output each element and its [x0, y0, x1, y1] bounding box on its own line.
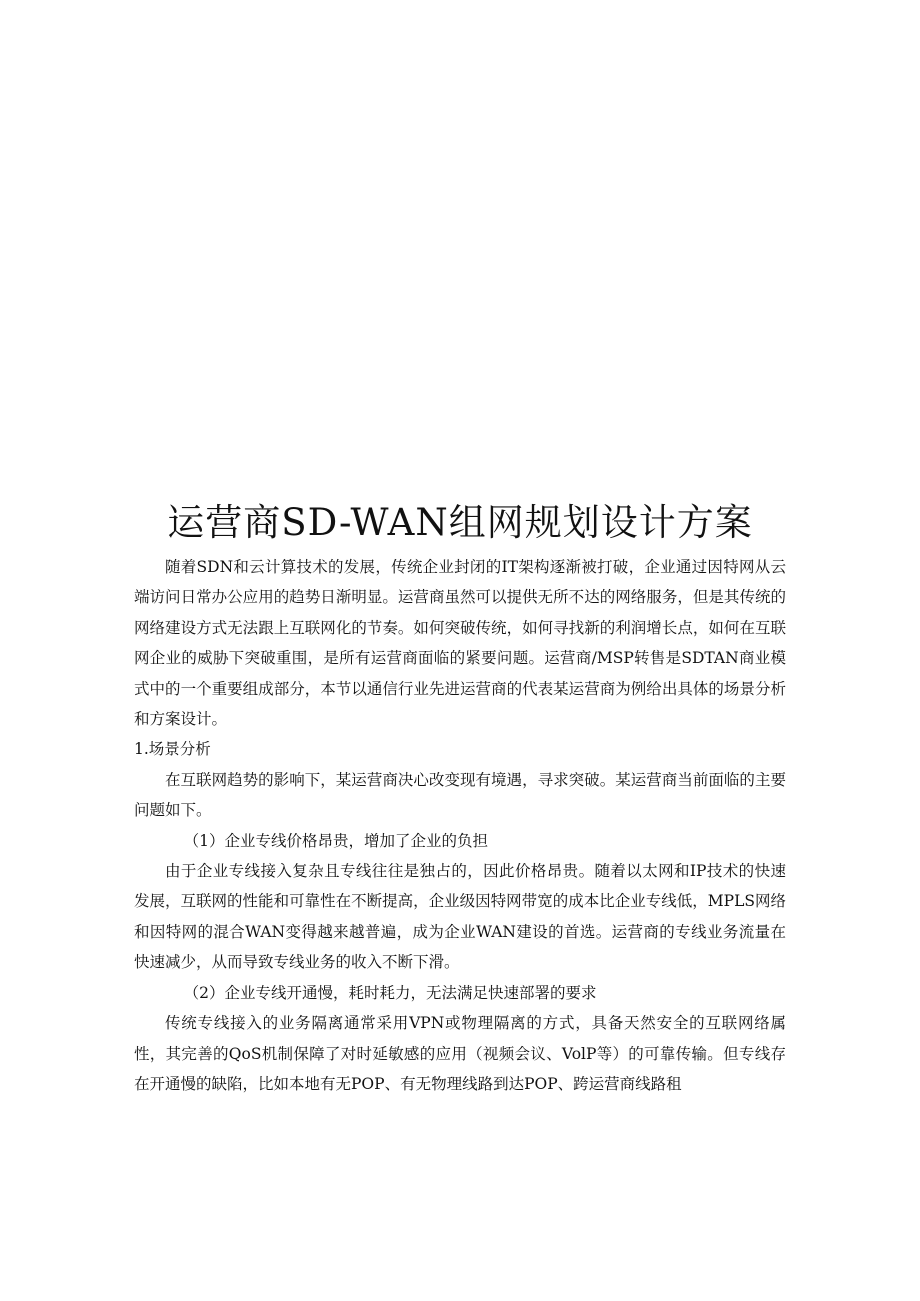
- document-body: [134, 552, 786, 1099]
- paragraph-intro: 随着SDN和云计算技术的发展，传统企业封闭的IT架构逐渐被打破，企业通过因特网从云端访问日常办公应用的趋势日渐明显。运营商虽然可以提供无所不达的网络服务，但是其传统的网络建设方式无法跟上互联网化的节奏。如何突破传统，如何寻找新的利润增长点，如何在互联网企业的威胁下突破重围，是所有运营商面临的紧要问题。运营商/MSP转售是SDTAN商业模式中的一个重要组成部分，本节以通信行业先进运营商的代表某运营商为例给出具体的场景分析和方案设计。: [134, 558, 786, 729]
- paragraph-scenario-overview: 在互联网趋势的影响下，某运营商决心改变现有境遇，寻求突破。某运营商当前面临的主要问题如下。: [134, 770, 786, 820]
- document-title: 运营商SD-WAN组网规划设计方案: [167, 501, 753, 544]
- paragraph-issue-1: 由于企业专线接入复杂且专线往往是独占的，因此价格昂贵。随着以太网和IP技术的快速发展，互联网的性能和可靠性在不断提高，企业级因特网带宽的成本比企业专线低，MPLS网络和因特网的混合WAN变得越来越普遍，成为企业WAN建设的首选。运营商的专线业务流量在快速减少，从而导致专线业务的收入不断下滑。: [134, 862, 786, 972]
- paragraph-issue-2: 传统专线接入的业务隔离通常采用VPN或物理隔离的方式，具备天然安全的互联网络属性，其完善的QoS机制保障了对时延敏感的应用（视频会议、VolP等）的可靠传输。但专线存在开通慢的缺陷，比如本地有无POP、有无物理线路到达POP、跨运营商线路租: [134, 1014, 786, 1093]
- section-heading-scenario-analysis: 1.场景分析: [134, 740, 211, 759]
- subheading-issue-2: （2）企业专线开通慢，耗时耗力，无法满足快速部署的要求: [183, 983, 597, 1002]
- subheading-issue-1: （1）企业专线价格昂贵，增加了企业的负担: [183, 831, 488, 850]
